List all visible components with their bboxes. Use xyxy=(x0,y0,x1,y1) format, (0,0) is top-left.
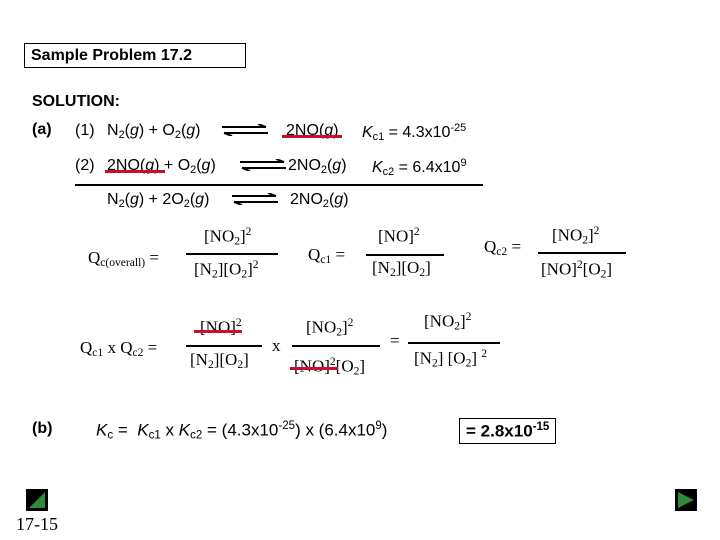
q2-label: $Q_{c2}$ = xyxy=(484,237,522,259)
reaction-2-number: (2) xyxy=(75,157,95,174)
reaction-1-reactants: $N_2(g) + O_2(g)$ xyxy=(107,122,201,142)
reaction-1-number: (1) xyxy=(75,122,95,139)
slide-number: 17-15 xyxy=(16,514,58,534)
fraction-bar xyxy=(186,253,278,255)
reaction-1-kc: $K_{c1} = 4.3x10^{-25}$ xyxy=(362,122,467,143)
fraction-bar xyxy=(538,252,626,254)
next-triangle-icon[interactable] xyxy=(675,489,697,511)
fraction-bar xyxy=(186,345,262,347)
sample-problem-title: Sample Problem 17.2 xyxy=(24,43,246,68)
q1-denominator: $[N_2][O_2]$ xyxy=(372,258,431,280)
q-overall-label: $Q_{c(overall)}$ = xyxy=(88,248,159,270)
result-denominator: $[N_2]$ $[O_2]$ $^2$ xyxy=(414,347,488,370)
q2-numerator: $[NO_2]^2$ xyxy=(552,224,600,247)
equilibrium-arrows-icon xyxy=(240,159,286,171)
fraction-bar xyxy=(292,345,380,347)
q2-denominator: $[NO]^2[O_2]$ xyxy=(541,258,613,281)
equals-sign: = xyxy=(390,331,400,350)
product-label: $Q_{c1}$ x $Q_{c2}$ = xyxy=(80,338,158,360)
sum-line xyxy=(75,184,483,186)
solution-label: SOLUTION: xyxy=(32,93,120,110)
product-factor-1-denominator: $[N_2][O_2]$ xyxy=(190,350,249,372)
times-sign: x xyxy=(272,336,281,355)
q-overall-denominator: $[N_2][O_2]^2$ xyxy=(194,258,259,281)
reaction-2-reactants: $2NO(g) + O_2(g)$ xyxy=(107,157,216,177)
fraction-bar xyxy=(408,342,500,344)
strike-line xyxy=(290,367,338,370)
fraction-bar xyxy=(366,254,444,256)
part-b-label: (b) xyxy=(32,420,53,437)
strike-line xyxy=(105,170,165,173)
q-overall-numerator: $[NO_2]^2$ xyxy=(204,225,252,248)
strike-line xyxy=(194,330,242,333)
equilibrium-arrows-icon xyxy=(232,193,278,205)
strike-line xyxy=(282,135,342,138)
overall-products: $2NO_2(g)$ xyxy=(290,191,349,211)
result-numerator: $[NO_2]^2$ xyxy=(424,310,472,333)
q1-numerator: [NO]$^2$ xyxy=(378,225,420,246)
reaction-2-products: $2NO_2(g)$ xyxy=(288,157,347,177)
reaction-1-products: 2NO(g) xyxy=(286,122,339,139)
final-answer-box: = $2.8x10^{-15}$ xyxy=(459,418,556,444)
product-factor-2-numerator: $[NO_2]^2$ xyxy=(306,316,354,339)
reaction-2-kc: $K_{c2} = 6.4x10^9$ xyxy=(372,157,467,178)
q1-label: $Q_{c1}$ = xyxy=(308,245,346,267)
product-factor-1-numerator: [NO]$^2$ xyxy=(200,316,242,337)
prev-triangle-icon[interactable] xyxy=(26,489,48,511)
part-b-expression: $K_c = K_{c1}$ x $K_{c2} = (4.3x10^{-25})$ x $(6.4x10^9)$ xyxy=(96,420,388,442)
equilibrium-arrows-icon xyxy=(222,124,268,136)
overall-reactants: $N_2(g) + 2O_2(g)$ xyxy=(107,191,210,211)
part-a-label: (a) xyxy=(32,121,52,138)
product-factor-2-denominator: $[NO]^2[O_2]$ xyxy=(294,355,366,378)
